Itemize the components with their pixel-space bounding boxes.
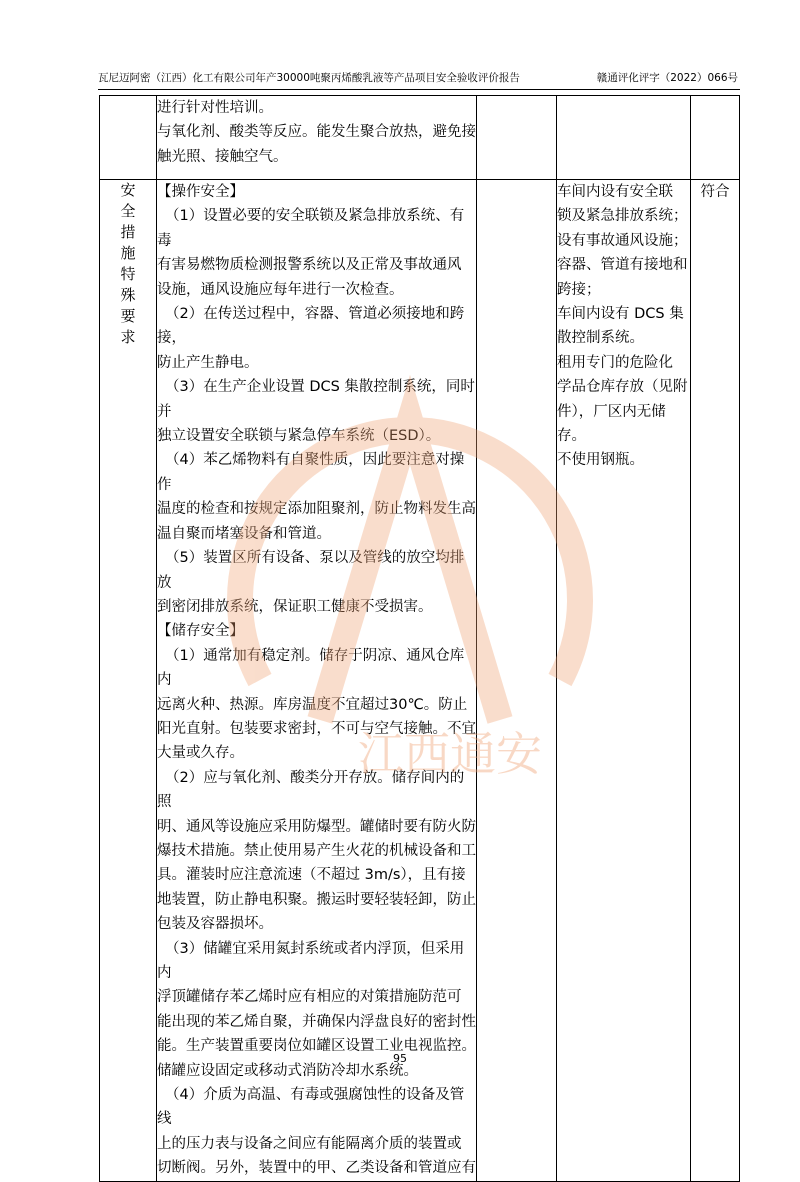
table-row <box>100 180 740 1182</box>
text-line: （4）介质为高温、有毒或强腐蚀性的设备及管线 <box>157 1087 465 1128</box>
text-line: 浮顶罐储存苯乙烯时应有相应的对策措施防范可 <box>157 989 462 1006</box>
text-line: （1）设置必要的安全联锁及紧急排放系统、有毒 <box>157 208 465 249</box>
result-cell-empty <box>691 96 740 180</box>
result-text: 符合 <box>700 184 730 200</box>
text-line: 防止产生静电。 <box>157 354 259 371</box>
text-line: 设施，通风设施应每年进行一次检查。 <box>157 281 404 298</box>
text-line: 散控制系统。 <box>557 330 644 347</box>
text-line: 件），厂区内无储存。 <box>557 403 666 445</box>
blank-cell <box>477 180 557 1182</box>
content-text <box>157 180 476 1181</box>
text-line: 储罐应设固定或移动式消防冷却水系统。 <box>157 1062 418 1079</box>
watermark-text: 江西通安 <box>358 727 542 781</box>
evaluation-table <box>99 95 740 1182</box>
text-line: 上的压力表与设备之间应有能隔离介质的装置或 <box>157 1135 462 1152</box>
blank-cell <box>477 96 557 180</box>
category-char: 全 <box>120 202 136 220</box>
category-char: 要 <box>120 307 136 325</box>
text-line: 爆技术措施。禁止使用易产生火花的机械设备和工 <box>157 842 476 859</box>
text-line: 具。灌装时应注意流速（不超过 3m/s），且有接 <box>157 867 466 884</box>
category-char: 施 <box>120 244 136 262</box>
text-line: 锁及紧急排放系统； <box>557 208 688 225</box>
header-divider <box>98 89 740 90</box>
page-header <box>98 70 738 88</box>
text-line: 包装及容器损坏。 <box>157 916 273 933</box>
text-line: 【操作安全】 <box>157 184 244 200</box>
text-line: 能。生产装置重要岗位如罐区设置工业电视监控。 <box>157 1038 476 1055</box>
category-char: 措 <box>120 223 136 241</box>
header-title: 瓦尼迈阿密（江西）化工有限公司年产30000吨聚丙烯酸乳液等产品项目安全验收评价报告 <box>98 72 520 84</box>
text-line: （3）储罐宜采用氮封系统或者内浮顶，但采用内 <box>157 940 465 981</box>
text-line: 温度的检查和按规定添加阻聚剂，防止物料发生高 <box>157 501 476 518</box>
text-line: （3）在生产企业设置 DCS 集散控制系统，同时并 <box>157 379 475 420</box>
text-line: 到密闭排放系统，保证职工健康不受损害。 <box>157 598 433 615</box>
text-line: 能出现的苯乙烯自聚，并确保内浮盘良好的密封性 <box>157 1013 476 1030</box>
text-line: 与氧化剂、酸类等反应。能发生聚合放热，避免接 <box>157 124 476 141</box>
text-line: 容器、管道有接地和 <box>557 257 688 274</box>
text-line: 【储存安全】 <box>157 623 244 640</box>
text-line: 车间内设有安全联 <box>557 184 673 200</box>
text-line: 明、通风等设施应采用防爆型。罐储时要有防火防 <box>157 818 476 835</box>
content-text <box>157 96 476 169</box>
text-line: 有害易燃物质检测报警系统以及正常及事故通风 <box>157 257 462 274</box>
finding-cell <box>557 180 691 1182</box>
category-char: 安 <box>120 181 136 199</box>
text-line: 地装置，防止静电积聚。搬运时要轻装轻卸，防止 <box>157 891 476 908</box>
text-line: 触光照、接触空气。 <box>157 148 288 165</box>
text-line: 大量或久存。 <box>157 745 244 762</box>
category-cell-empty <box>100 96 157 180</box>
page-number: 95 <box>393 1052 407 1065</box>
text-line: 不使用钢瓶。 <box>557 452 644 469</box>
text-line: 远离火种、热源。库房温度不宜超过30℃。防止 <box>157 696 468 713</box>
text-line: 设有事故通风设施； <box>557 232 688 249</box>
text-line: 跨接； <box>557 281 601 298</box>
header-report-number: 赣通评化评字（2022）066号 <box>596 72 738 84</box>
finding-text <box>557 180 690 473</box>
text-line: 温自聚而堵塞设备和管道。 <box>157 525 331 542</box>
text-line: 阳光直射。包装要求密封，不可与空气接触。不宜 <box>157 720 476 737</box>
text-line: 车间内设有 DCS 集 <box>557 306 684 323</box>
text-line: （5）装置区所有设备、泵以及管线的放空均排放 <box>157 550 465 591</box>
content-cell <box>157 96 477 180</box>
category-char: 求 <box>120 328 136 346</box>
text-line: 独立设置安全联锁与紧急停车系统（ESD）。 <box>157 428 441 445</box>
finding-cell-empty <box>557 96 691 180</box>
content-cell <box>157 180 477 1182</box>
text-line: （2）在传送过程中，容器、管道必须接地和跨接， <box>157 306 465 347</box>
text-line: 租用专门的危险化 <box>557 354 673 371</box>
result-cell <box>691 180 740 1182</box>
text-line: 学品仓库存放（见附 <box>557 379 688 396</box>
text-line: 进行针对性培训。 <box>157 100 273 116</box>
category-cell <box>100 180 157 1182</box>
category-char: 殊 <box>120 286 136 304</box>
category-char: 特 <box>120 265 136 283</box>
text-line: 切断阀。另外，装置中的甲、乙类设备和管道应有 <box>157 1160 476 1177</box>
text-line: （4）苯乙烯物料有自聚性质，因此要注意对操作 <box>157 452 465 493</box>
category-label <box>119 180 137 348</box>
text-line: （1）通常加有稳定剂。储存于阴凉、通风仓库内 <box>157 647 465 689</box>
table-row <box>100 96 740 180</box>
text-line: （2）应与氧化剂、酸类分开存放。储存间内的照 <box>157 769 465 811</box>
